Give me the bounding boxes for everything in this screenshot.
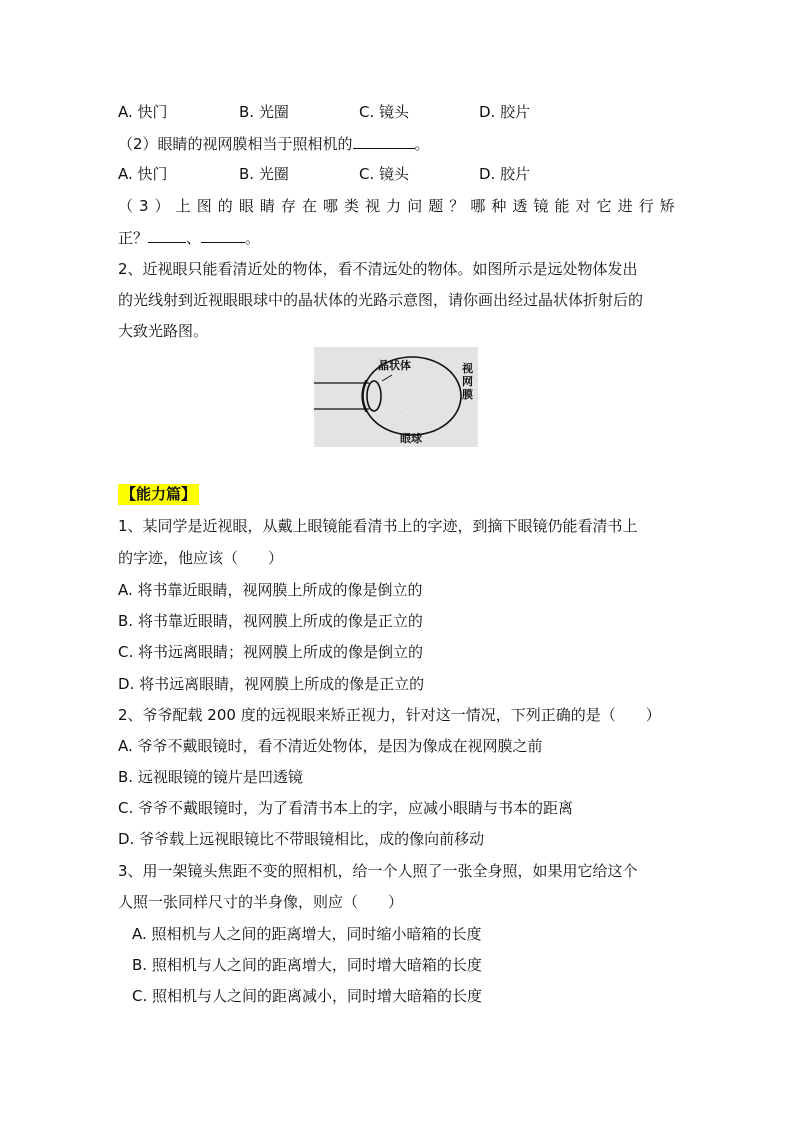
options-row-2 xyxy=(118,164,678,184)
char: 3 xyxy=(139,197,149,215)
option-c: C. 镜头 xyxy=(359,165,410,183)
ability-question-1-option-c: C. 将书远离眼睛；视网膜上所成的像是倒立的 xyxy=(118,643,424,661)
option-d: D. 胶片 xyxy=(479,165,531,183)
char: 它 xyxy=(596,197,612,215)
section-title: 【能力篇】 xyxy=(118,484,199,505)
char: 的 xyxy=(217,197,233,215)
ability-question-2-option-b: B. 远视眼镜的镜片是凹透镜 xyxy=(118,768,303,786)
char: 哪 xyxy=(470,197,486,215)
ability-question-2-option-a: A. 爷爷不戴眼镜时，看不清近处物体，是因为像成在视网膜之前 xyxy=(118,737,543,755)
question-text: （2）眼睛的视网膜相当于照相机的 xyxy=(118,135,353,153)
question-1-part-3-line-1 xyxy=(118,196,675,216)
char: 行 xyxy=(638,197,654,215)
char: 对 xyxy=(575,197,591,215)
lens-label: 晶状体 xyxy=(378,359,411,372)
option-b: B. 光圈 xyxy=(239,103,289,121)
option-c: C. 镜头 xyxy=(359,103,410,121)
char: 在 xyxy=(301,197,317,215)
ability-question-2-line-1: 2、爷爷配载 200 度的远视眼来矫正视力，针对这一情况，下列正确的是（ ） xyxy=(118,706,661,724)
ability-question-3-option-a: A. 照相机与人之间的距离增大，同时缩小暗箱的长度 xyxy=(132,925,482,943)
question-2-line-3: 大致光路图。 xyxy=(118,322,209,340)
char: 视 xyxy=(365,197,381,215)
answer-blank-1 xyxy=(148,227,186,243)
char: ） xyxy=(154,197,170,215)
ability-question-2-option-d: D. 爷爷载上远视眼镜比不带眼镜相比，成的像向前移动 xyxy=(118,830,485,848)
options-row-1 xyxy=(118,102,678,122)
option-a: A. 快门 xyxy=(118,165,168,183)
answer-blank xyxy=(353,133,415,149)
char: 题 xyxy=(428,197,444,215)
answer-blank-2 xyxy=(201,227,245,243)
faint-mark: . xyxy=(400,406,403,416)
ability-question-3-line-1: 3、用一架镜头焦距不变的照相机，给一个人照了一张全身照，如果用它给这个 xyxy=(118,862,638,880)
lens-pointer xyxy=(382,375,392,381)
char: 哪 xyxy=(323,197,339,215)
question-2-line-2: 的光线射到近视眼眼球中的晶状体的光路示意图，请你画出经过晶状体折射后的 xyxy=(118,291,644,309)
option-b: B. 光圈 xyxy=(239,165,289,183)
retina-label-char-3: 膜 xyxy=(462,388,473,401)
ability-question-1-option-d: D. 将书远离眼睛，视网膜上所成的像是正立的 xyxy=(118,675,425,693)
ability-question-1-line-1: 1、某同学是近视眼，从戴上眼镜能看清书上的字迹，到摘下眼镜仍能看清书上 xyxy=(118,517,638,535)
retina-label-char-2: 网 xyxy=(462,375,473,388)
question-2-line-1: 2、近视眼只能看清近处的物体，看不清远处的物体。如图所示是远处物体发出 xyxy=(118,260,638,278)
question-1-part-2 xyxy=(118,133,430,153)
char: 进 xyxy=(617,197,633,215)
option-a: A. 快门 xyxy=(118,103,168,121)
question-end: 。 xyxy=(245,229,261,247)
lens-shape xyxy=(367,381,381,411)
ability-question-2-option-c: C. 爷爷不戴眼镜时，为了看清书本上的字，应减小眼睛与书本的距离 xyxy=(118,799,574,817)
separator: 、 xyxy=(186,229,202,247)
ability-question-1-line-2: 的字迹，他应该（ ） xyxy=(118,549,284,567)
char: 力 xyxy=(386,197,402,215)
char: 矫 xyxy=(659,197,675,215)
char: （ xyxy=(118,197,134,215)
ability-question-1-option-b: B. 将书靠近眼睛，视网膜上所成的像是正立的 xyxy=(118,612,423,630)
eye-diagram xyxy=(314,347,478,447)
retina-label-char-1: 视 xyxy=(462,362,473,375)
char: 能 xyxy=(554,197,570,215)
ability-question-3-option-c: C. 照相机与人之间的距离减小，同时增大暗箱的长度 xyxy=(132,987,483,1005)
char: 图 xyxy=(196,197,212,215)
char: 透 xyxy=(512,197,528,215)
char: 眼 xyxy=(238,197,254,215)
option-d: D. 胶片 xyxy=(479,103,531,121)
eyeball-label: 眼球 xyxy=(400,432,422,445)
char: 问 xyxy=(407,197,423,215)
question-text: 正？ xyxy=(118,229,149,247)
ability-question-3-line-2: 人照一张同样尺寸的半身像，则应（ ） xyxy=(118,893,404,911)
question-end: 。 xyxy=(414,135,430,153)
char: 镜 xyxy=(533,197,549,215)
ability-question-1-option-a: A. 将书靠近眼睛，视网膜上所成的像是倒立的 xyxy=(118,581,423,599)
char: 种 xyxy=(491,197,507,215)
char: 类 xyxy=(344,197,360,215)
char: 存 xyxy=(280,197,296,215)
ability-question-3-option-b: B. 照相机与人之间的距离增大，同时增大暗箱的长度 xyxy=(132,956,482,974)
char: ？ xyxy=(449,197,465,215)
char: 上 xyxy=(175,197,191,215)
question-1-part-3-line-2 xyxy=(118,227,260,247)
char: 睛 xyxy=(259,197,275,215)
